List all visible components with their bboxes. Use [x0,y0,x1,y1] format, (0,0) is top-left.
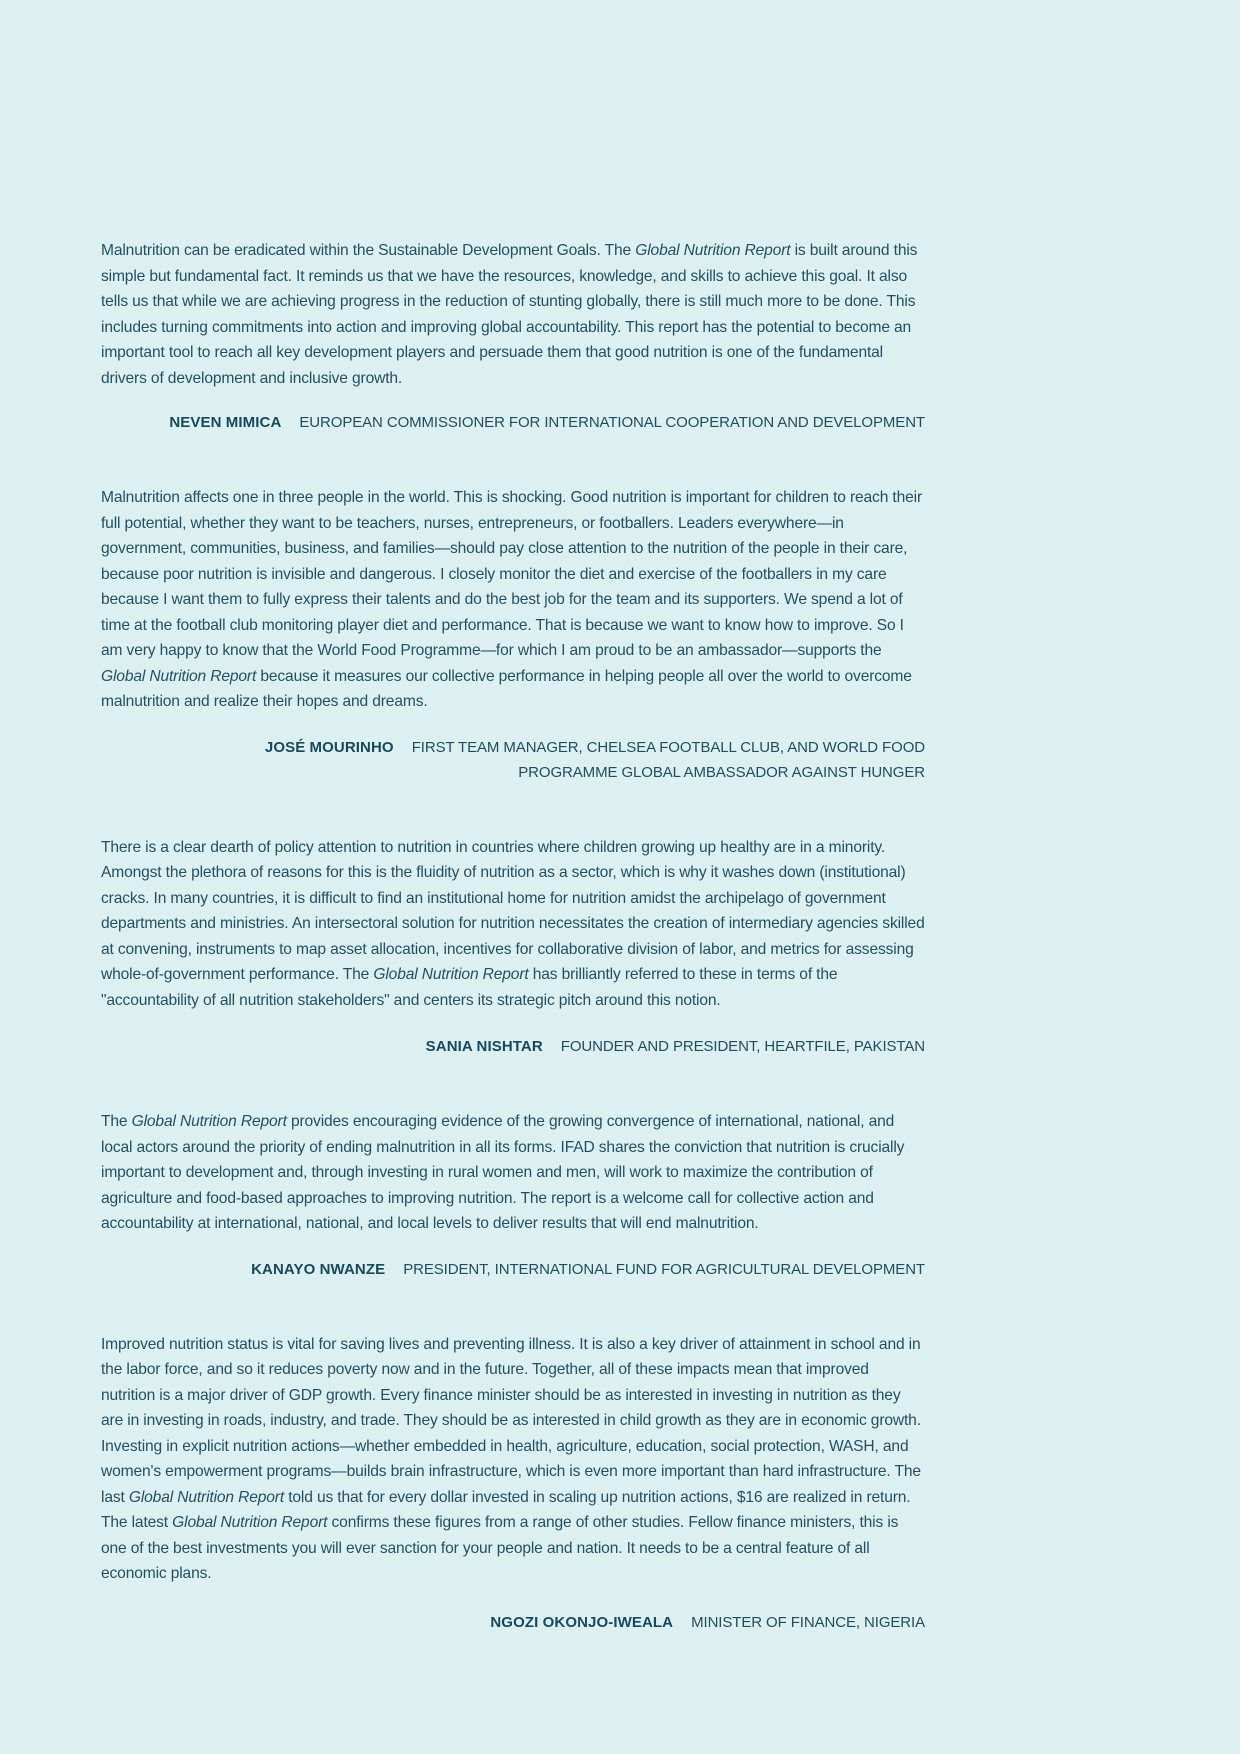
quote-text-part: because it measures our collective performance in helping people all over the world to overcome malnutrition and realize their hopes and dreams. [101,667,912,710]
quote-text [101,1332,925,1587]
quote-text [101,1109,925,1237]
report-title-italic: Global Nutrition Report [101,667,257,685]
report-title-italic: Global Nutrition Report [172,1514,328,1531]
speaker-name: KANAYO NWANZE [251,1260,386,1278]
quote-block-okonjo-iweala [101,1332,925,1635]
speaker-role: MINISTER OF FINANCE, NIGERIA [691,1613,925,1631]
quote-block-nwanze [101,1109,925,1282]
speaker-name: NEVEN MIMICA [169,414,282,431]
quote-block-nishtar [101,835,925,1060]
attribution [101,735,925,785]
report-title-italic: Global Nutrition Report [128,1488,285,1506]
attribution [101,1610,925,1635]
endorsements-section [101,238,925,1685]
quote-text [101,238,925,391]
attribution [101,1257,925,1282]
quote-text-part: is built around this simple but fundamental fact. It reminds us that we have the resources, knowledge, and skills to achieve this goal. It also tells us that while we are achieving progress in the reduction of stunting globally, there is still much more to be done. This includes turning commitments into action and improving global accountability. This report has the potential to become an important tool to reach all key development players and persuade them that good nutrition is one of the fundamental drivers of development and inclusive growth. [101,242,918,387]
quote-text-part: provides encouraging evidence of the growing convergence of international, national, and local actors around the priority of ending malnutrition in all its forms. IFAD shares the conviction that nutrition is crucially important to development and, through investing in rural women and men, will work to maximize the contribution of agriculture and food-based approaches to improving nutrition. The report is a welcome call for collective action and accountability at international, national, and local levels to deliver results that will end malnutrition. [101,1113,905,1232]
quote-text-part: There is a clear dearth of policy attention to nutrition in countries where children growing up healthy are in a minority. Amongst the plethora of reasons for this is the fluidity of nutrition as a sector, which is why it washes down (institutional) cracks. In many countries, it is difficult to find an institutional home for nutrition amidst the archipelago of government departments and ministries. An intersectoral solution for nutrition necessitates the creation of intermediary agencies skilled at convening, instruments to map asset allocation, incentives for collaborative division of labor, and metrics for assessing whole-of-government performance. The [101,838,925,983]
report-title-italic: Global Nutrition Report [131,1113,287,1130]
speaker-name: NGOZI OKONJO-IWEALA [490,1613,674,1631]
attribution [101,1034,925,1059]
quote-text-part: Malnutrition affects one in three people in the world. This is shocking. Good nutrition is important for children to reach their full potential, whether they want to be teachers, nurses, entrepreneurs, or footballers. Leaders everywhere—in government, communities, business, and families—should pay close attention to the nutrition of the people in their care, because poor nutrition is invisible and dangerous. I closely monitor the diet and exercise of the footballers in my care because I want them to fully express their talents and do the best job for the team and its supporters. We spend a lot of time at the football club monitoring player diet and performance. That is because we want to know how to improve. So I am very happy to know that the World Food Programme—for which I am proud to be an ambassador—supports the [101,489,922,659]
speaker-role: PRESIDENT, INTERNATIONAL FUND FOR AGRICULTURAL DEVELOPMENT [403,1260,925,1278]
speaker-role: EUROPEAN COMMISSIONER FOR INTERNATIONAL COOPERATION AND DEVELOPMENT [299,414,925,431]
quote-text [101,835,925,1014]
speaker-role: FOUNDER AND PRESIDENT, HEARTFILE, PAKISTAN [560,1038,925,1055]
speaker-name: JOSÉ MOURINHO [264,738,394,756]
speaker-role: FIRST TEAM MANAGER, CHELSEA FOOTBALL CLUB, AND WORLD FOOD PROGRAMME GLOBAL AMBASSADOR AGAINST HUNGER [411,738,925,781]
report-title-italic: Global Nutrition Report [635,242,791,259]
quote-text-part: Improved nutrition status is vital for saving lives and preventing illness. It is also a key driver of attainment in school and in the labor force, and so it reduces poverty now and in the future. Together, all of these impacts mean that improved nutrition is a major driver of GDP growth. Every finance minister should be as interested in investing in nutrition as they are in investing in roads, industry, and trade. They should be as interested in child growth as they are in economic growth. Investing in explicit nutrition actions—whether embedded in health, agriculture, education, social protection, WASH, and women's empowerment programs—builds brain infrastructure, which is even more important than hard infrastructure. The last [101,1335,921,1506]
quote-block-mimica [101,238,925,435]
quote-text-part: told us that for every dollar invested in scaling up nutrition actions, $16 are realized in return. The latest [101,1488,911,1531]
quote-text-part: confirms these figures from a range of other studies. Fellow finance ministers, this is one of the best investments you will ever sanction for your people and nation. It needs to be a central feature of all economic plans. [101,1514,899,1582]
quote-text-part: has brilliantly referred to these in terms of the "accountability of all nutrition stakeholders" and centers its strategic pitch around this notion. [101,966,838,1009]
attribution [101,410,925,435]
quote-text-part: The [101,1113,132,1130]
quote-text-part: Malnutrition can be eradicated within the Sustainable Development Goals. The [101,242,636,259]
quote-block-mourinho [101,485,925,785]
quote-text [101,485,925,715]
report-title-italic: Global Nutrition Report [373,966,529,983]
speaker-name: SANIA NISHTAR [425,1038,543,1055]
